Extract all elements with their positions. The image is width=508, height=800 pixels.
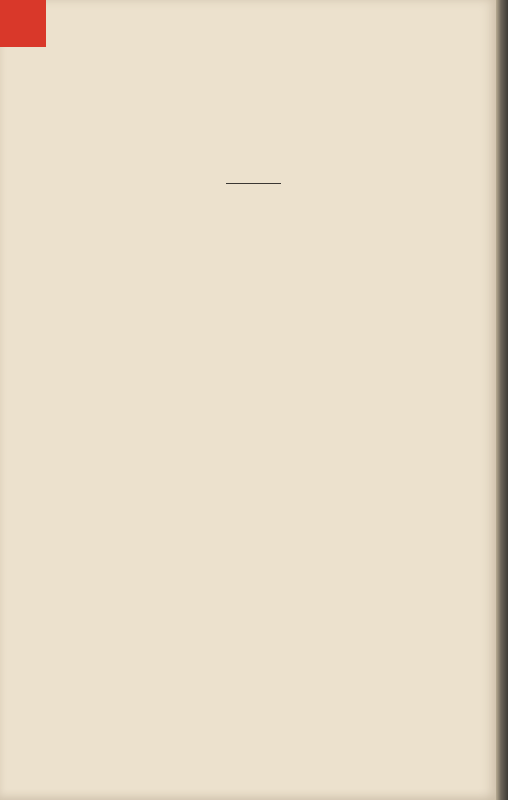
page-edge: [496, 0, 508, 800]
henry-ford-logo: [0, 0, 46, 47]
title-divider: [226, 183, 281, 184]
